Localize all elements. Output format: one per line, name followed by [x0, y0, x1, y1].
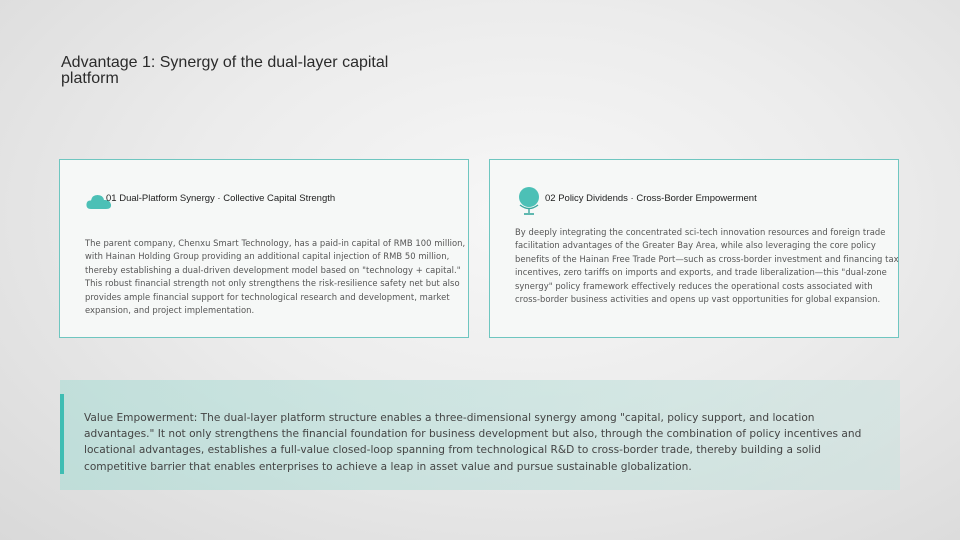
card-header — [60, 192, 468, 212]
card-header — [490, 192, 898, 212]
card-heading: 01 Dual-Platform Synergy · Collective Capital Strength — [106, 193, 336, 204]
card-body-text: The parent company, Chenxu Smart Technology, has a paid-in capital of RMB 100 million, with Hainan Holding Group providing an additional capital injection of RMB 50 million, thereby establishing a dual-driven development model based on "technology + capital." This robust financial strength not only strengthens the risk-resilience safety net but also provides ample financial support for technological research and development, market expansion, and project implementation. — [85, 238, 466, 316]
value-empowerment-panel — [60, 380, 900, 490]
accent-bar — [60, 394, 64, 474]
page-title: Advantage 1: Synergy of the dual-layer capital platform — [61, 54, 389, 87]
card-heading: 02 Policy Dividends · Cross-Border Empowerment — [545, 193, 757, 204]
globe-icon — [517, 186, 541, 220]
card-body-text: By deeply integrating the concentrated sci-tech innovation resources and foreign trade facilitation advantages of the Greater Bay Area, while also leveraging the core policy benefits of the Hainan Free Trade Port—such as cross-border investment and financing tax incentives, zero tariffs on imports and exports, and trade liberalization—this "dual-zone synergy" policy framework effectively reduces the operational costs associated with cross-border business activities and opens up vast opportunities for global expansion. — [515, 227, 899, 305]
value-empowerment-text: Value Empowerment: The dual-layer platform structure enables a three-dimensional synergy among "capital, policy support, and location advantages." It not only strengthens the financial foundation for business development but also, through the combination of policy incentives and locational advantages, establishes a full-value closed-loop spanning from technological R&D to cross-border trade, thereby building a solid competitive barrier that enables enterprises to achieve a leap in asset value and pursue sustainable globalization. — [84, 412, 862, 473]
card-dual-platform-synergy — [59, 159, 469, 338]
card-policy-dividends — [489, 159, 899, 338]
